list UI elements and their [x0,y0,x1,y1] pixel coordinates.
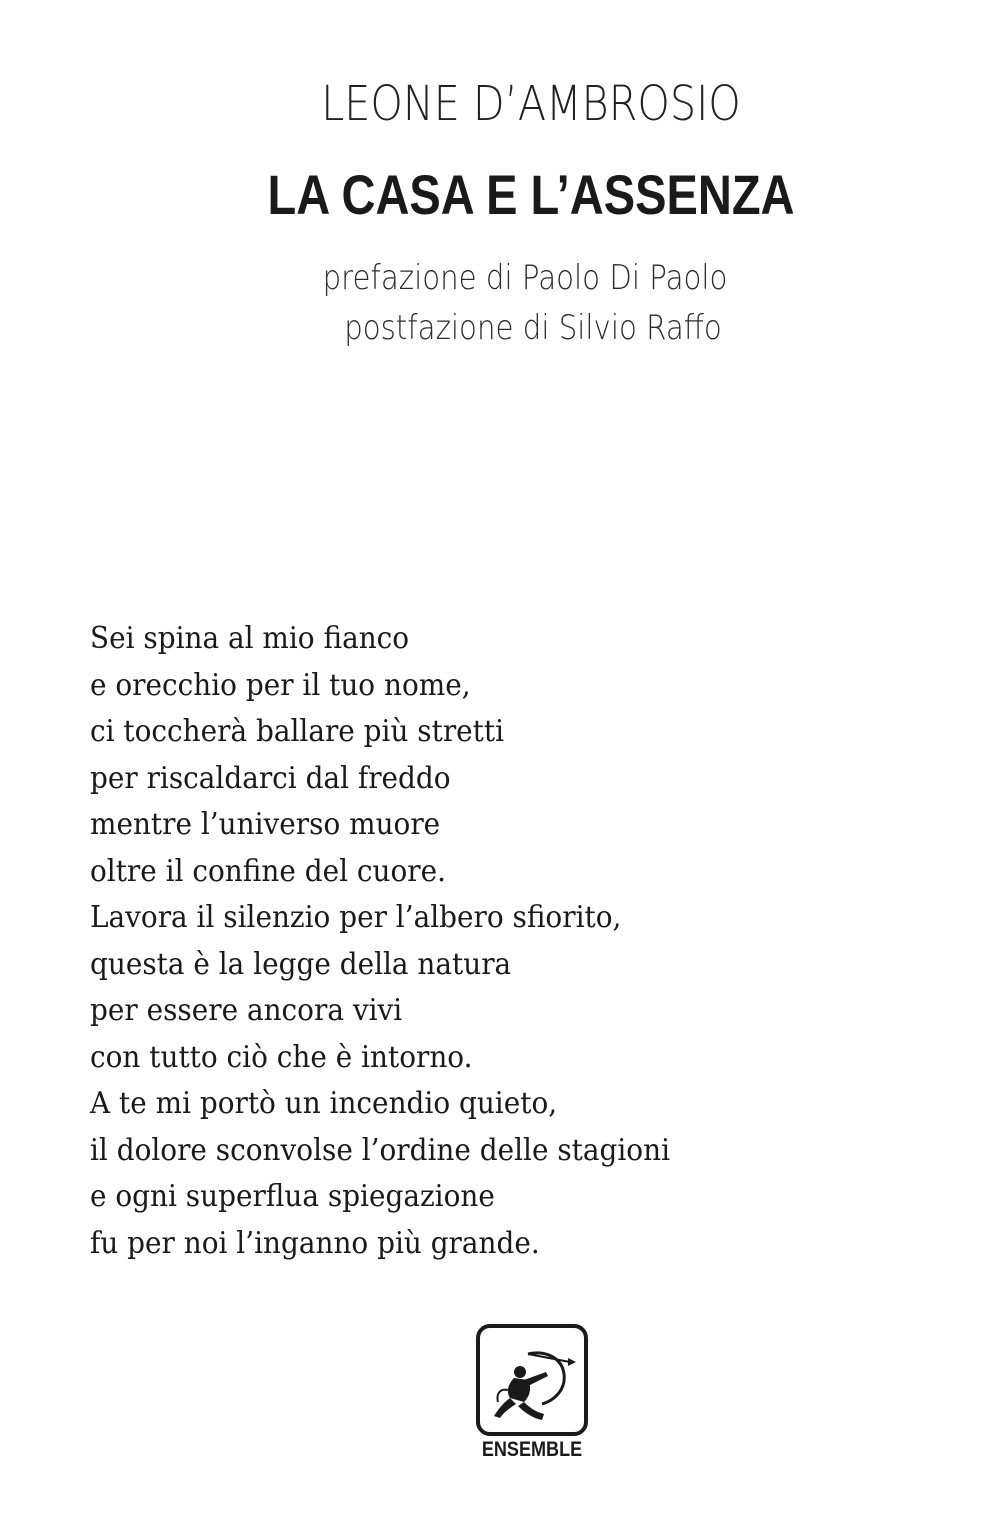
poem-line: per riscaldarci dal freddo [90,760,451,796]
postface-credit: postfazione di Silvio Raffo [344,308,722,348]
poem-line: oltre il confine del cuore. [90,853,446,889]
poem-line: questa è la legge della natura [90,946,512,982]
poem-line: mentre l’universo muore [90,807,441,842]
poem-line: il dolore sconvolse l’ordine delle stagioni [90,1132,671,1168]
poem-line: A te mi portò un incendio quieto, [90,1086,558,1121]
poem-line: e ogni superflua spiegazione [90,1179,495,1214]
poem-line: ci toccherà ballare più stretti [90,714,505,749]
book-title: LA CASA E L’ASSENZA [267,163,795,226]
poem-text [90,616,910,1267]
archer-figure-icon [484,1332,580,1428]
poem-line: Lavora il silenzio per l’albero sfiorito, [90,900,622,935]
poem-line: per essere ancora vivi [90,993,403,1028]
archer-logo-icon [476,1324,588,1436]
author-name: LEONE D’AMBROSIO [321,76,741,132]
poem-line: con tutto ciò che è intorno. [90,1039,473,1075]
preface-credit: prefazione di Paolo Di Paolo [322,258,728,298]
poem-line: e orecchio per il tuo nome, [90,667,471,703]
poem-line: Sei spina al mio fianco [90,621,410,656]
poem-line: fu per noi l’inganno più grande. [90,1225,540,1261]
publisher-mark [476,1324,588,1464]
publisher-name: ENSEMBLE [481,1438,583,1461]
